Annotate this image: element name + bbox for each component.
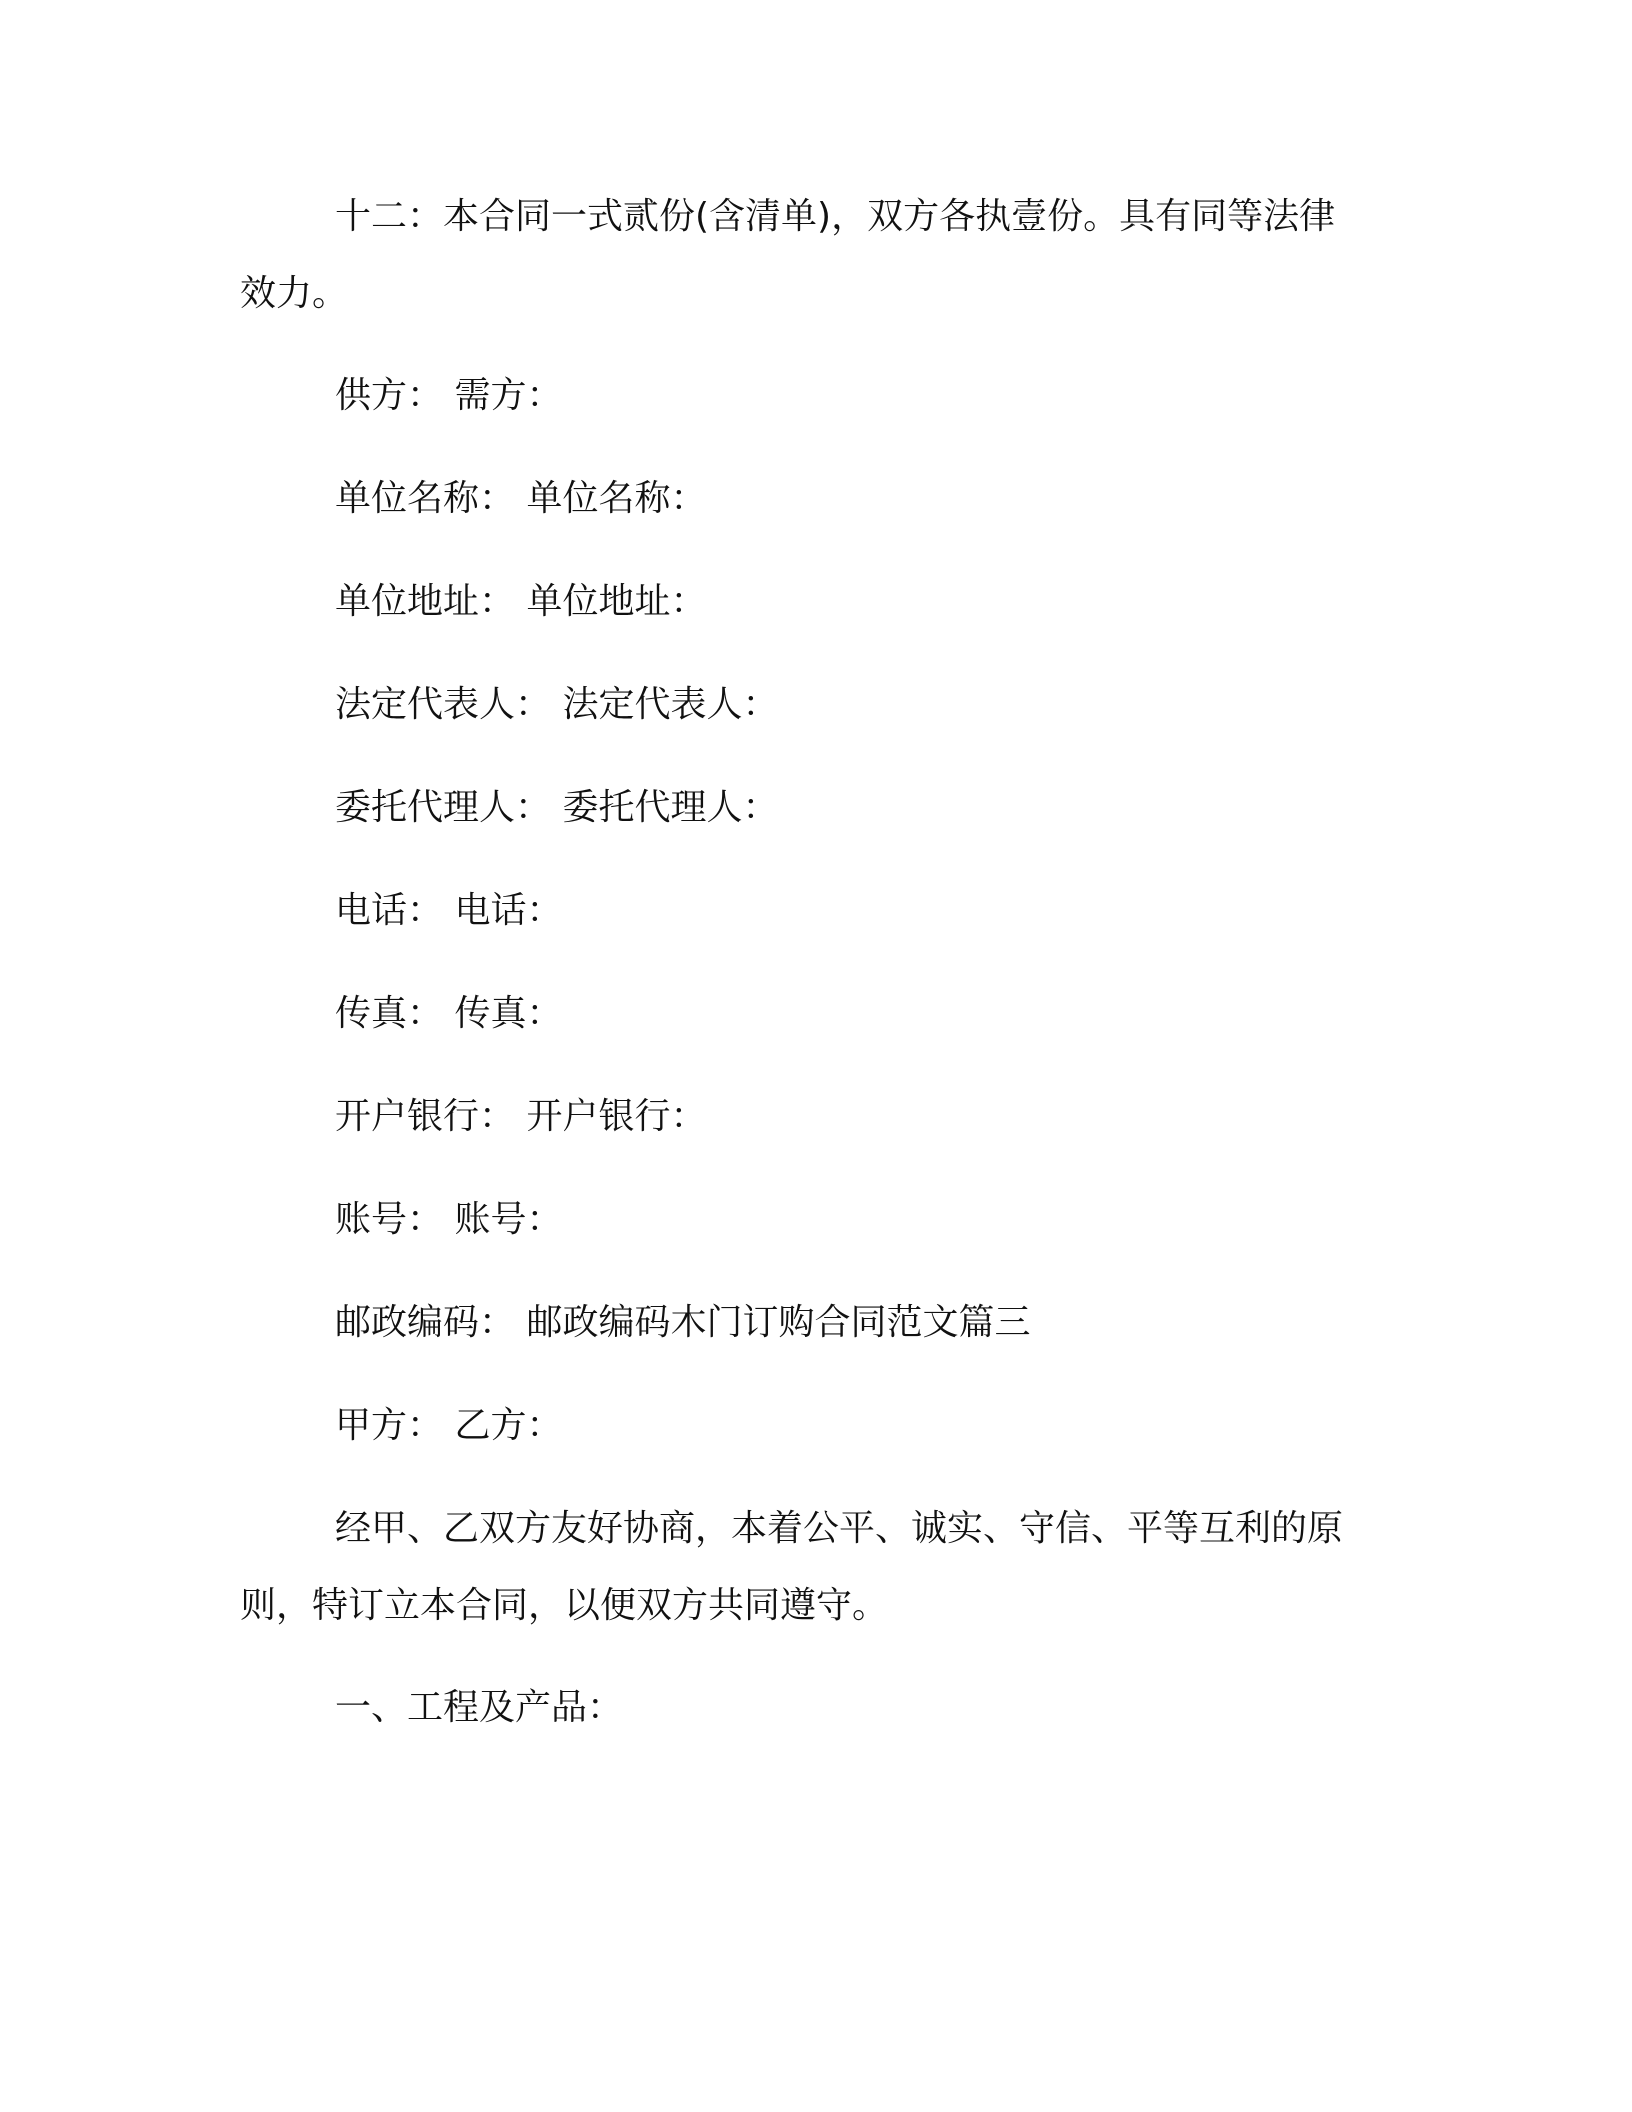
company-address-line: 单位地址： 单位地址： <box>335 581 707 622</box>
section-one-heading: 一、工程及产品： <box>335 1687 624 1728</box>
legal-representative-line: 法定代表人： 法定代表人： <box>335 684 779 725</box>
parties-line: 供方： 需方： <box>335 375 563 416</box>
agreement-line-1: 经甲、乙双方友好协商，本着公平、诚实、守信、平等互利的原 <box>335 1508 1344 1549</box>
bank-line: 开户银行： 开户银行： <box>335 1096 707 1137</box>
clause-twelve-line-2: 效力。 <box>240 273 349 314</box>
agreement-line-2: 则，特订立本合同，以便双方共同遵守。 <box>240 1585 889 1626</box>
clause-twelve <box>240 178 1390 332</box>
fax-line: 传真： 传真： <box>335 993 563 1034</box>
account-line: 账号： 账号： <box>335 1199 563 1240</box>
agreement-paragraph <box>240 1490 1390 1644</box>
clause-twelve-line-1: 十二：本合同一式贰份(含清单)，双方各执壹份。具有同等法律 <box>335 196 1336 237</box>
postcode-line: 邮政编码： 邮政编码木门订购合同范文篇三 <box>335 1302 1031 1343</box>
authorized-agent-line: 委托代理人： 委托代理人： <box>335 787 779 828</box>
party-a-b-line: 甲方： 乙方： <box>335 1405 563 1446</box>
phone-line: 电话： 电话： <box>335 890 563 931</box>
company-name-line: 单位名称： 单位名称： <box>335 478 707 519</box>
